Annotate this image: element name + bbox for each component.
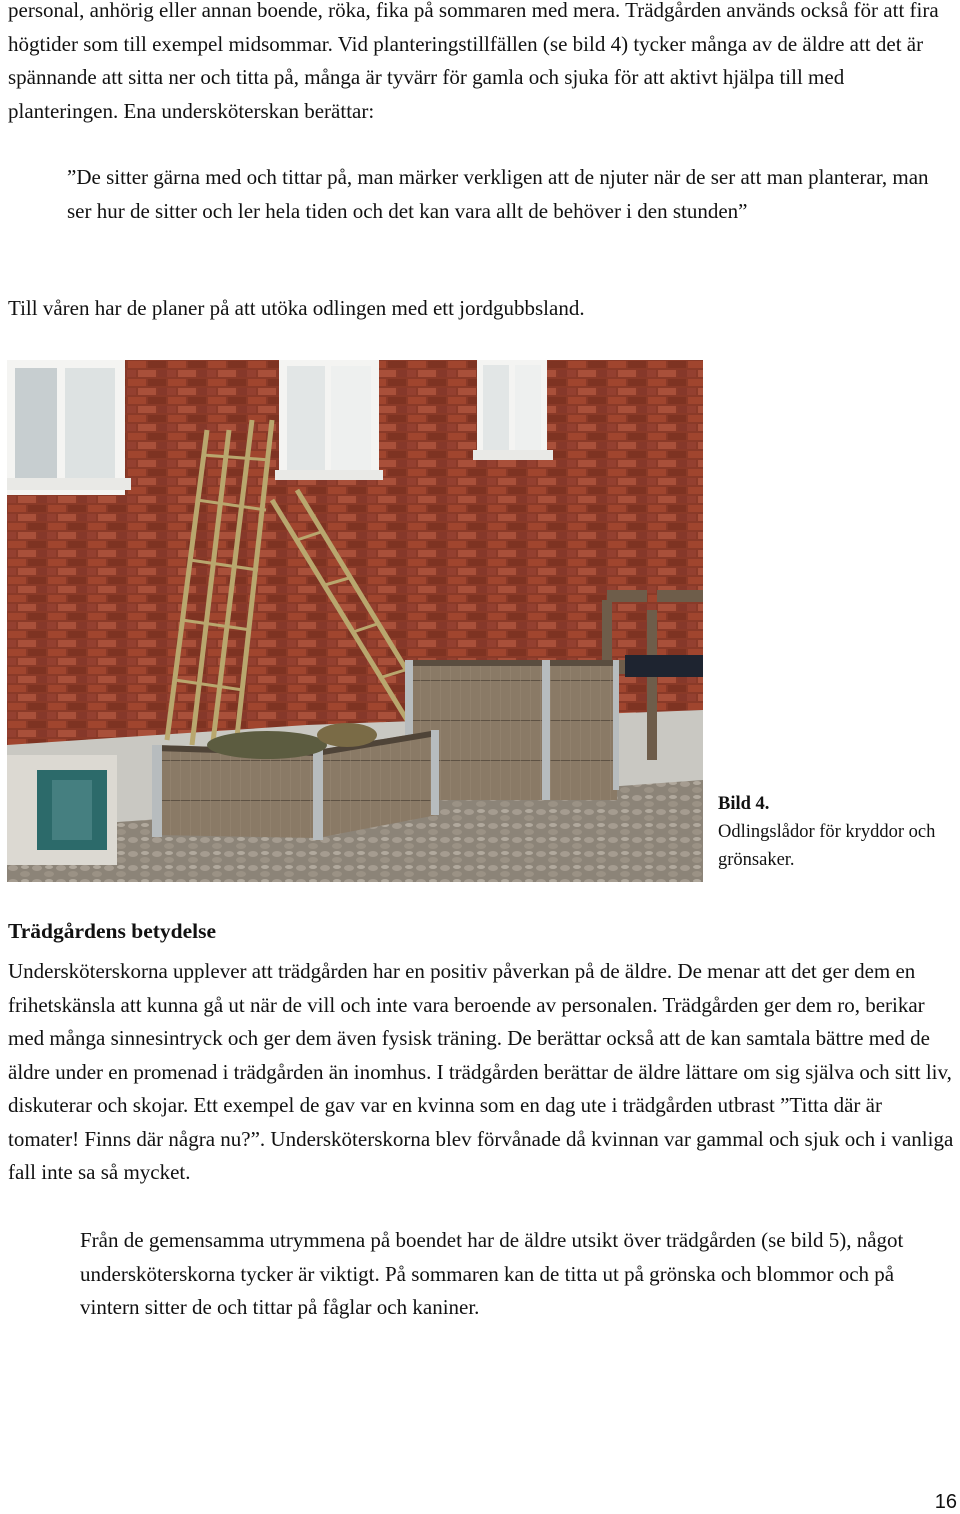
blockquote: [67, 161, 947, 228]
photo-illustration: [7, 360, 703, 882]
window-left: [7, 360, 131, 495]
window-right: [473, 360, 553, 460]
section-paragraph-1: Undersköterskorna upplever att trädgården har en positiv påverkan på de äldre. De menar att det ger dem en frihetskänsla att kunna gå ut när de vill och inte vara beroende av personalen. Trädgården ger dem ro, berikar med många sinnesintryck och ger dem även fysisk träning. De berättar också att de kan samtala bättre med de äldre under en promenad i trädgården än inomhus. I trädgården berättar de äldre lättare om sig själva och sitt liv, diskuterar och skojar. Ett exempel de gav var en kvinna som en dag ute i trädgården utbrast ”Titta där är tomater! Finns där några nu?”. Undersköterskorna blev förvånade då kvinnan var gammal och sjuk och i vanliga fall inte sa så mycket.: [8, 959, 954, 1184]
section-heading: Trädgårdens betydelse: [8, 919, 217, 943]
spring-plans-paragraph: Till våren har de planer på att utöka odlingen med ett jordgubbsland.: [8, 296, 585, 320]
page-number: 16: [934, 1491, 957, 1513]
section-paragraph-2: Från de gemensamma utrymmena på boendet har de äldre utsikt över trädgården (se bild 5), något undersköterskorna tycker är viktigt. På sommaren kan de titta ut på grönska och blommor och på vintern sitter de och tittar på fåglar och kaniner.: [80, 1228, 904, 1319]
window-middle: [275, 360, 383, 480]
quote-text: De sitter gärna med och tittar på, man märker verkligen att de njuter när de ser att man planterar, man ser hur de sitter och ler hela tiden och det kan vara allt de behöver i den stunden”: [67, 165, 929, 223]
quote-open-mark: ”: [67, 165, 77, 189]
caption-body: Odlingslådor för kryddor och grönsaker.: [718, 822, 936, 870]
caption-title: Bild 4.: [718, 794, 770, 814]
figure-caption: [718, 790, 948, 874]
figure-photo-planter-boxes: [7, 360, 703, 882]
intro-paragraph: personal, anhörig eller annan boende, röka, fika på sommaren med mera. Trädgården används också för att fira högtider som till exempel midsommar. Vid planteringstillfällen (se bild 4) tycker många av de äldre att det är spännande att sitta ner och titta på, många är tyvärr för gamla och sjuka för att aktivt hjälpa till med planteringen. Ena undersköterskan berättar:: [8, 0, 939, 123]
